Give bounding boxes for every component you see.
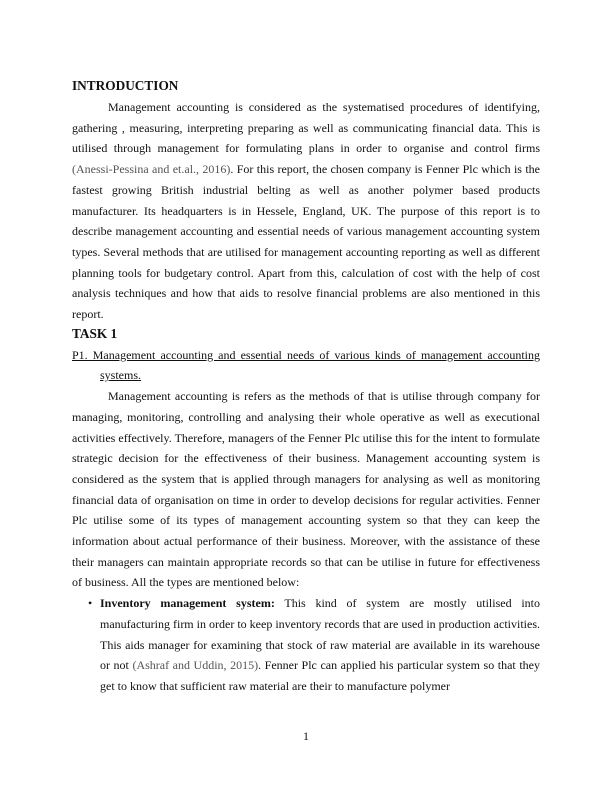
intro-text-a: Management accounting is considered as the systematised procedures of identifying, gathering , measuring, interpreting preparing as well as communicating financial data. This is utilised through management for formulating plans in order to organise and control firms (72, 100, 540, 156)
intro-text-b: . For this report, the chosen company is Fenner Plc which is the fastest growing British industrial belting as well as another polymer based products manufacturer. Its headquarters is in Hessele, England, UK. The purpose of this report is to describe management accounting and essential needs of various management accounting system types. Several methods that are utilised for management accounting reporting as well as different planning tools for budgetary control. Apart from this, calculation of cost with the help of cost analysis techniques and how that aids to resolve financial problems are also mentioned in this report. (72, 162, 540, 322)
list-item-text (100, 593, 540, 697)
list-item-inventory-management (72, 593, 540, 697)
list-item-text-b: . Fenner Plc can applied his particular system so that they get to know that sufficient raw material are their to manufacture polymer (100, 658, 540, 693)
introduction-paragraph (72, 97, 540, 325)
task1-paragraph: Management accounting is refers as the methods of that is utilise through company for managing, monitoring, controlling and analysing their whole operative as well as executional activities effectively. Therefore, managers of the Fenner Plc utilise this for the intent to formulate strategic decision for the effectiveness of their business. Management accounting system is considered as the system that is applied through managers for analysing as well as monitoring financial data of organisation on time in order to develop decisions for regular activities. Fenner Plc utilise some of its types of management accounting system so that they can keep the information about actual performance of their business. Moreover, with the assistance of these their managers can maintain appropriate records so that can be utilise in future for effectiveness of business. All the types are mentioned below: (72, 389, 540, 590)
bullet-icon: • (88, 596, 93, 611)
page-number: 1 (303, 729, 309, 743)
page-content (72, 77, 540, 697)
list-item-text-a: This kind of system are mostly utilised into manufacturing firm in order to keep inventory records that are used in production activities. This aids manager for examining that stock of raw material are available in its warehouse or not (100, 596, 540, 673)
task1-heading: TASK 1 (72, 325, 118, 341)
types-list (72, 593, 540, 697)
introduction-heading: INTRODUCTION (72, 78, 179, 93)
citation-ashraf-uddin: (Ashraf and Uddin, 2015) (132, 658, 259, 673)
citation-anessi-pessina: (Anessi-Pessina and et.al., 2016) (72, 162, 231, 177)
list-item-title: Inventory management system: (100, 596, 275, 611)
p1-subheading: P1. Management accounting and essential needs of various kinds of management accounting systems. (72, 347, 540, 383)
